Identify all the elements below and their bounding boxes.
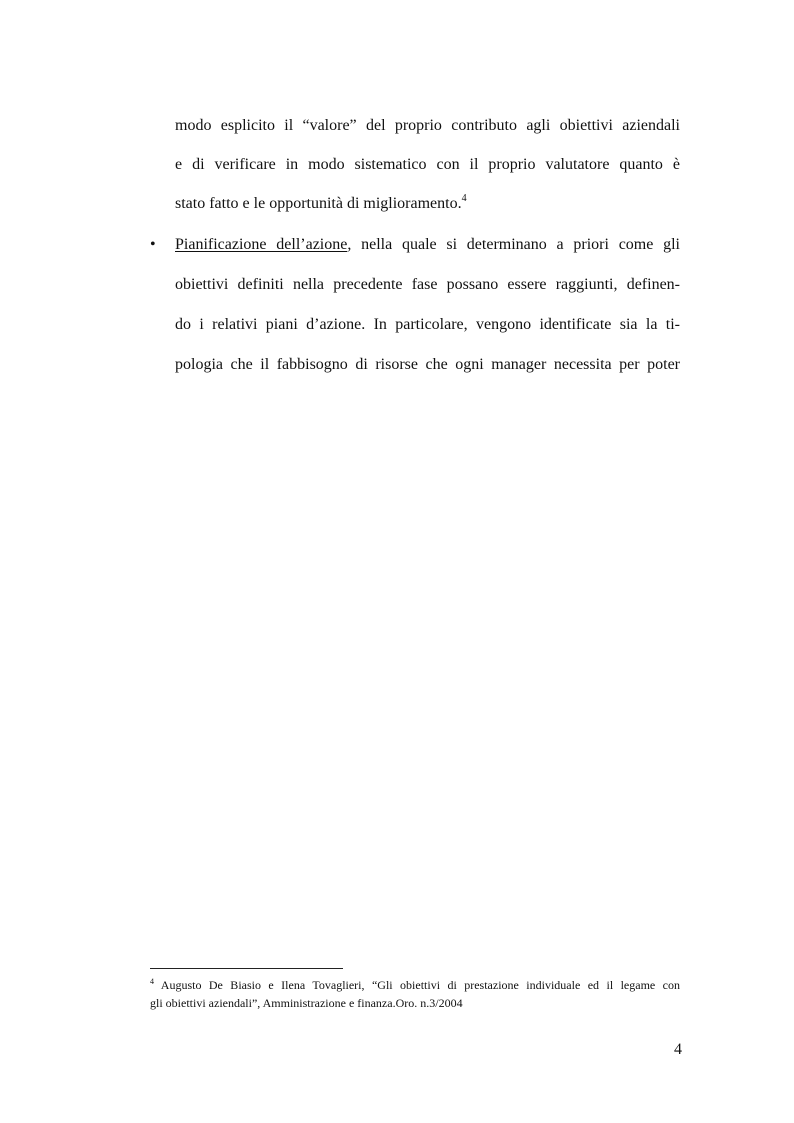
footnote-line-1 — [150, 977, 680, 993]
bullet-line-4: pologia che il fabbisogno di risorse che ogni manager necessita per poter — [175, 356, 680, 373]
bullet-marker: • — [150, 236, 156, 253]
page-number: 4 — [674, 1041, 682, 1058]
paragraph-line-3 — [175, 194, 680, 214]
footnote-reference[interactable]: 4 — [461, 193, 467, 204]
bullet-line-1-rest: , nella quale si determinano a priori come gli — [347, 236, 680, 253]
bullet-line-1 — [175, 235, 680, 255]
footnote-number: 4 — [150, 977, 154, 986]
footnote-divider — [150, 968, 343, 969]
footnote-line-1-text: Augusto De Biasio e Ilena Tovaglieri, “Gli obiettivi di prestazione individuale ed il legame con — [160, 978, 680, 992]
bullet-line-2: obiettivi definiti nella precedente fase possano essere raggiunti, definen- — [175, 276, 680, 293]
paragraph-line-2: e di verificare in modo sistematico con il proprio valutatore quanto è — [175, 156, 680, 173]
footnote-line-2: gli obiettivi aziendali”, Amministrazione e finanza.Oro. n.3/2004 — [150, 996, 463, 1010]
bullet-term: Pianificazione dell’azione — [175, 236, 348, 253]
bullet-line-3: do i relativi piani d’azione. In particolare, vengono identificate sia la ti- — [175, 316, 680, 333]
paragraph-line-3-text: stato fatto e le opportunità di miglioramento. — [175, 195, 462, 212]
paragraph-line-1: modo esplicito il “valore” del proprio contributo agli obiettivi aziendali — [175, 117, 680, 134]
